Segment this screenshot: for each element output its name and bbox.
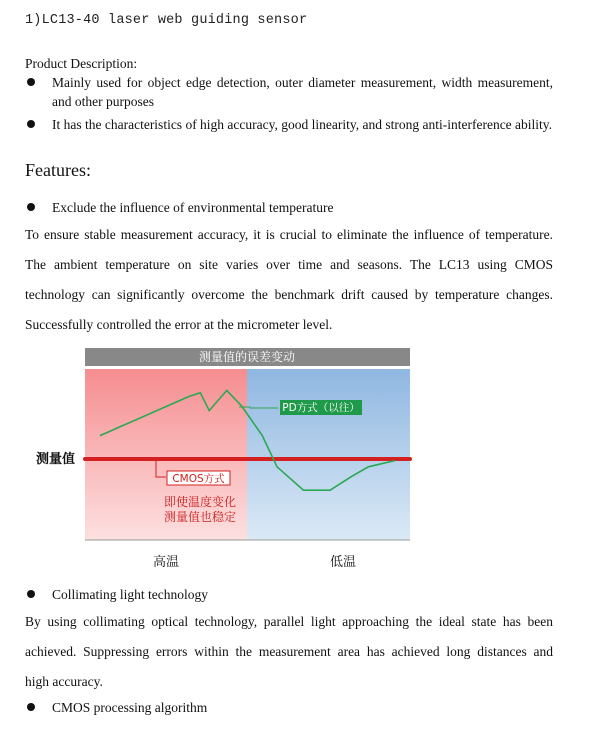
bullet-text: Collimating light technology	[52, 587, 208, 602]
feature-paragraph-line: high accuracy.	[25, 674, 103, 689]
region-label-high-temp: 高温	[152, 555, 180, 570]
y-axis-label: 测量值	[36, 452, 76, 467]
bullet-dot-icon	[27, 590, 35, 598]
feature-paragraph-line: technology can significantly overcome the benchmark drift caused by temperature changes.	[25, 287, 553, 302]
pd-legend-label: PD方式（以往）	[282, 402, 360, 414]
product-description-label: Product Description:	[25, 56, 138, 71]
feature-paragraph-line: Successfully controlled the error at the micrometer level.	[25, 317, 333, 332]
annotation-line: 即使温度变化	[163, 495, 237, 509]
bullet-dot-icon	[27, 703, 35, 711]
bullet-text: Exclude the influence of environmental temperature	[52, 200, 334, 215]
feature-paragraph-line: By using collimating optical technology, parallel light approaching the ideal state has been	[25, 614, 553, 629]
description-bullet	[25, 73, 553, 111]
features-title: Features:	[25, 160, 91, 180]
bullet-dot-icon	[27, 203, 35, 211]
section-heading: 1)LC13-40 laser web guiding sensor	[25, 13, 308, 28]
feature-bullet	[25, 698, 553, 717]
cmos-legend-label: CMOS方式	[172, 473, 225, 485]
chart-title: 测量值的误差变动	[198, 350, 296, 364]
bullet-text: It has the characteristics of high accuracy, good linearity, and strong anti-interference ability.	[52, 117, 553, 132]
bullet-text: Mainly used for object edge detection, outer diameter measurement, width measurement, and other purposes	[52, 75, 553, 109]
bullet-dot-icon	[27, 78, 35, 86]
bullet-text: CMOS processing algorithm	[52, 700, 208, 715]
feature-bullet	[25, 198, 553, 217]
measurement-error-chart	[20, 345, 420, 577]
region-label-low-temp: 低温	[329, 555, 357, 570]
feature-paragraph-line: achieved. Suppressing errors within the measurement area has achieved long distances and	[25, 644, 553, 659]
feature-paragraph-line: The ambient temperature on site varies over time and seasons. The LC13 using CMOS	[25, 257, 553, 272]
description-bullet	[25, 115, 553, 153]
feature-paragraph-line: To ensure stable measurement accuracy, it is crucial to eliminate the influence of temperature.	[25, 227, 553, 242]
bullet-dot-icon	[27, 120, 35, 128]
annotation-line: 测量值也稳定	[163, 510, 237, 524]
feature-bullet	[25, 585, 553, 604]
